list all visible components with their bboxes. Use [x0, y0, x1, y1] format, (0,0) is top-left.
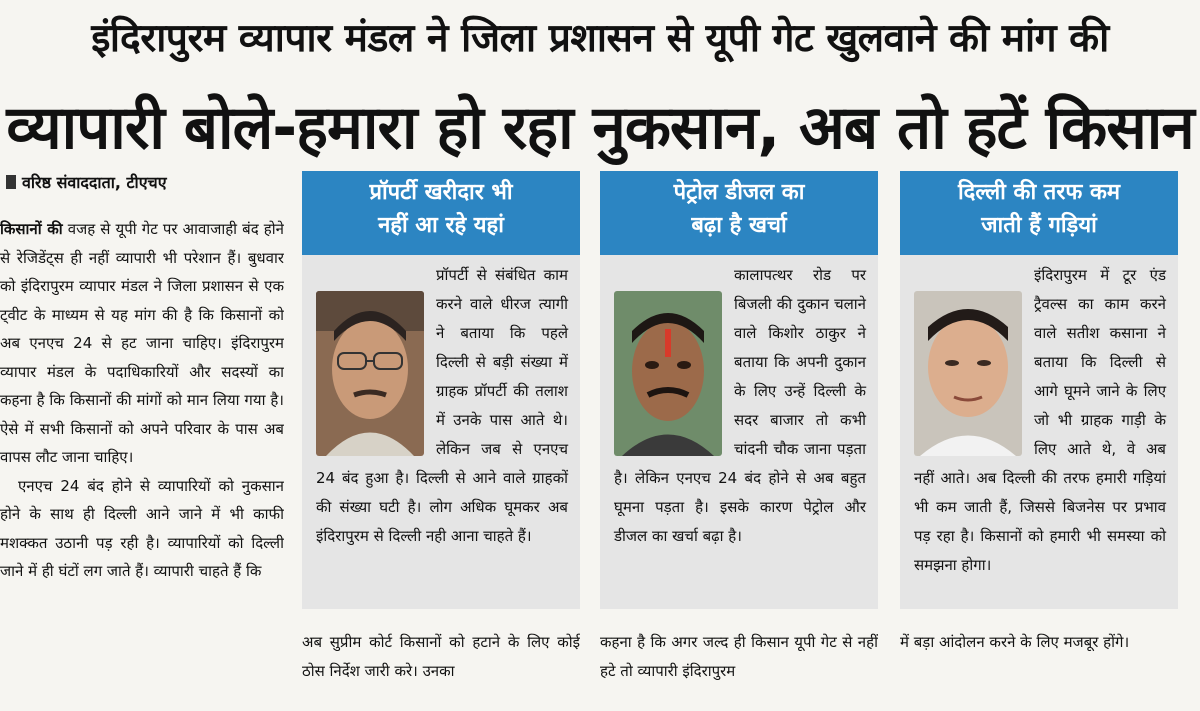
article-continuation-3: में बड़ा आंदोलन करने के लिए मजबूर होंगे। — [900, 633, 1130, 651]
side-box-body — [900, 255, 1178, 580]
article-lead-word: किसानों की — [0, 220, 63, 238]
article-left-column — [0, 215, 284, 687]
side-box-property — [302, 171, 580, 609]
person-photo-icon — [914, 291, 1022, 456]
article-continuation-1: अब सुप्रीम कोर्ट किसानों को हटाने के लिए कोई ठोस निर्देश जारी करे। उनका — [302, 633, 580, 680]
side-box-text: कालापत्थर रोड पर बिजली की दुकान चलाने वाले किशोर ठाकुर ने बताया कि अपनी दुकान के लिए उन्हें दिल्ली के सदर बाजार तो कभी चांदनी चौक जाना पड़ता है। लेकिन एनएच 24 बंद होने से अब बहुत घूमना पड़ता है। इसके कारण पेट्रोल और डीजल का खर्चा बढ़ा है। — [614, 266, 866, 545]
side-box-heading — [600, 171, 878, 255]
article-paragraph-1-text: वजह से यूपी गेट पर आवाजाही बंद होने से रेजिडेंट्स ही नहीं व्यापारी भी परेशान हैं। बुधवार को इंदिरापुरम व्यापार मंडल ने जिला प्रशासन से एक ट्वीट के माध्यम से यह मांग की है कि किसानों को अब एनएच 24 से हट जाना चाहिए। इंदिरापुरम व्यापार मंडल के पदाधिकारियों और सदस्यों का कहना है कि किसानों की मांगों को मान लिया गया है। ऐसे में सभी किसानों को अपने परिवार के पास अब वापस लौट जाना चाहिए। — [0, 220, 284, 466]
article-continuation-2: कहना है कि अगर जल्द ही किसान यूपी गेट से नहीं हटे तो व्यापारी इंदिरापुरम — [600, 633, 878, 680]
side-box-text: इंदिरापुरम में टूर एंड ट्रैवल्स का काम करने वाले सतीश कसाना ने बताया कि दिल्ली से आगे घूमने जाने के लिए जो भी ग्राहक गाड़ी के लिए आते थे, वे अब नहीं आते। अब दिल्ली की तरफ हमारी गड़ियां भी कम जाती हैं, जिससे बिजनेस पर प्रभाव पड़ रहा है। किसानों को हमारी भी समस्या को समझना होगा। — [914, 266, 1166, 574]
side-box-heading — [900, 171, 1178, 255]
person-photo-icon — [316, 291, 424, 456]
headline-main: व्यापारी बोले-हमारा हो रहा नुकसान, अब तो हटें किसान — [6, 93, 1194, 163]
side-box-heading — [302, 171, 580, 255]
side-box-heading-line1: पेट्रोल डीजल का — [673, 180, 805, 205]
side-box-heading-line2: नहीं आ रहे यहां — [378, 213, 504, 238]
article-paragraph-2: एनएच 24 बंद होने से व्यापारियों को नुकसान होने के साथ ही दिल्ली आने जाने में भी काफी मशक्कत उठानी पड़ रही है। व्यापारियों को दिल्ली जाने में ही घंटों लग जाते हैं। व्यापारी चाहते हैं कि — [0, 476, 284, 580]
article-paragraph-1 — [0, 215, 284, 472]
byline-marker-icon — [6, 175, 16, 189]
side-box-heading-line2: बढ़ा है खर्चा — [691, 213, 787, 238]
side-box-text: प्रॉपर्टी से संबंधित काम करने वाले धीरज त्यागी ने बताया कि पहले दिल्ली से बड़ी संख्या में ग्राहक प्रॉपर्टी की तलाश में उनके पास आते थे। लेकिन जब से एनएच 24 बंद हुआ है। दिल्ली से आने वाले ग्राहकों की संख्या घटी है। लोग अधिक घूमकर अब इंदिरापुरम से दिल्ली नही आना चाहते हैं। — [316, 266, 568, 545]
person-photo-icon — [614, 291, 722, 456]
side-box-body — [302, 255, 580, 551]
byline — [6, 170, 286, 196]
side-box-heading-line1: दिल्ली की तरफ कम — [957, 180, 1121, 205]
byline-text: वरिष्ठ संवाददाता, टीएचए — [22, 173, 167, 192]
headline-top: इंदिरापुरम व्यापार मंडल ने जिला प्रशासन से यूपी गेट खुलवाने की मांग की — [91, 16, 1109, 61]
side-box-travel — [900, 171, 1178, 609]
side-box-fuel — [600, 171, 878, 609]
side-box-heading-line2: जाती हैं गड़ियां — [981, 213, 1097, 238]
side-box-heading-line1: प्रॉपर्टी खरीदार भी — [369, 180, 513, 205]
side-box-body — [600, 255, 878, 551]
